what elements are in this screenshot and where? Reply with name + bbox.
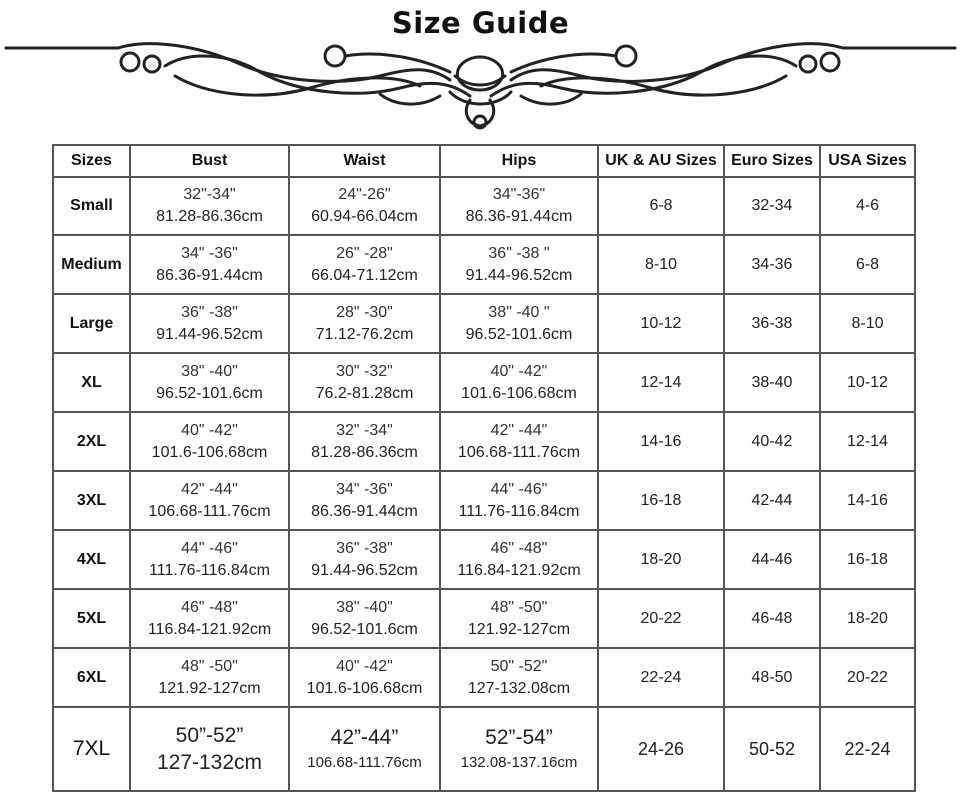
page-title: Size Guide: [391, 6, 570, 40]
waist-inches: 42”-44”: [330, 725, 399, 749]
waist-cm: 76.2-81.28cm: [315, 384, 414, 402]
size-cell: 5XL: [53, 589, 130, 648]
header-sizes: Sizes: [53, 145, 130, 177]
hips-inches: 42" -44": [490, 421, 548, 439]
waist-inches: 32" -34": [336, 421, 393, 439]
waist-cell: [289, 648, 440, 707]
hips-cell: [440, 471, 598, 530]
usa-cell: 8-10: [820, 294, 915, 353]
hips-cm: 96.52-101.6cm: [465, 325, 573, 343]
bust-cm: 121.92-127cm: [158, 679, 261, 697]
table-row: [53, 707, 915, 791]
bust-cell: [130, 412, 289, 471]
euro-cell: 34-36: [724, 235, 820, 294]
waist-cm: 96.52-101.6cm: [311, 620, 418, 638]
waist-cm: 86.36-91.44cm: [311, 502, 418, 520]
hips-cell: [440, 294, 598, 353]
waist-cm: 60.94-66.04cm: [311, 208, 418, 226]
hips-inches: 48" -50": [490, 598, 548, 616]
table-row: [53, 353, 915, 412]
hips-cell: [440, 177, 598, 235]
bust-inches: 44" -46": [181, 539, 238, 557]
hips-cm: 121.92-127cm: [467, 620, 571, 638]
hips-cm: 116.84-121.92cm: [457, 561, 581, 579]
usa-cell: 12-14: [820, 412, 915, 471]
header-usa: USA Sizes: [820, 145, 915, 177]
waist-cell: [289, 235, 440, 294]
euro-cell: 38-40: [724, 353, 820, 412]
size-cell: 3XL: [53, 471, 130, 530]
waist-cell: [289, 412, 440, 471]
header-euro: Euro Sizes: [724, 145, 820, 177]
table-row: [53, 530, 915, 589]
hips-inches: 50" -52": [490, 657, 548, 675]
hips-cell: [440, 412, 598, 471]
uk-au-cell: 14-16: [598, 412, 724, 471]
header-hips: Hips: [440, 145, 598, 177]
waist-cell: [289, 353, 440, 412]
bust-inches: 40" -42": [181, 421, 238, 439]
hips-cell: [440, 648, 598, 707]
uk-au-cell: 20-22: [598, 589, 724, 648]
bust-cm: 127-132cm: [156, 751, 263, 775]
hips-cell: [440, 235, 598, 294]
size-cell: Medium: [53, 235, 130, 294]
hips-cm: 91.44-96.52cm: [465, 266, 573, 284]
uk-au-cell: 16-18: [598, 471, 724, 530]
waist-cell: [289, 294, 440, 353]
waist-inches: 24"-26": [338, 186, 391, 204]
waist-cm: 66.04-71.12cm: [311, 266, 418, 284]
bust-cm: 81.28-86.36cm: [156, 208, 263, 226]
bust-cell: [130, 177, 289, 235]
bust-cell: [130, 294, 289, 353]
hips-inches: 38" -40 ": [488, 303, 550, 321]
waist-cm: 71.12-76.2cm: [315, 325, 414, 343]
table-row: [53, 471, 915, 530]
bust-inches: 48" -50": [181, 657, 238, 675]
hips-inches: 36" -38 ": [488, 244, 550, 262]
bust-inches: 34" -36": [181, 244, 238, 262]
header-uk-au: UK & AU Sizes: [598, 145, 724, 177]
bust-cell: [130, 471, 289, 530]
usa-cell: 16-18: [820, 530, 915, 589]
hips-cm: 106.68-111.76cm: [457, 443, 581, 461]
table-row: [53, 648, 915, 707]
usa-cell: 6-8: [820, 235, 915, 294]
waist-cell: [289, 471, 440, 530]
waist-inches: 36" -38": [336, 539, 393, 557]
table-row: [53, 294, 915, 353]
size-cell: 6XL: [53, 648, 130, 707]
waist-inches: 30" -32": [336, 362, 393, 380]
hips-cm: 132.08-137.16cm: [460, 753, 578, 771]
bust-inches: 38" -40": [181, 362, 238, 380]
size-cell: 2XL: [53, 412, 130, 471]
usa-cell: 14-16: [820, 471, 915, 530]
bust-cm: 111.76-116.84cm: [149, 561, 270, 579]
header-bust: Bust: [130, 145, 289, 177]
euro-cell: 42-44: [724, 471, 820, 530]
size-table: [52, 144, 916, 792]
size-cell: Large: [53, 294, 130, 353]
bust-cell: [130, 235, 289, 294]
euro-cell: 44-46: [724, 530, 820, 589]
hips-inches: 46" -48": [490, 539, 548, 557]
uk-au-cell: 24-26: [598, 707, 724, 791]
bust-cell: [130, 589, 289, 648]
bust-cell: [130, 648, 289, 707]
size-cell: 7XL: [53, 707, 130, 791]
uk-au-cell: 12-14: [598, 353, 724, 412]
waist-cm: 81.28-86.36cm: [311, 443, 418, 461]
waist-cell: [289, 589, 440, 648]
uk-au-cell: 6-8: [598, 177, 724, 235]
hips-cell: [440, 707, 598, 791]
usa-cell: 18-20: [820, 589, 915, 648]
decorative-flourish: [0, 36, 961, 132]
hips-inches: 44" -46": [490, 480, 548, 498]
bust-inches: 36" -38": [181, 303, 238, 321]
uk-au-cell: 10-12: [598, 294, 724, 353]
bust-cm: 116.84-121.92cm: [147, 620, 272, 638]
usa-cell: 20-22: [820, 648, 915, 707]
waist-cm: 101.6-106.68cm: [306, 679, 423, 697]
hips-inches: 52”-54”: [485, 725, 553, 749]
euro-cell: 50-52: [724, 707, 820, 791]
table-row: [53, 412, 915, 471]
header-row: [53, 145, 915, 177]
waist-inches: 34" -36": [336, 480, 393, 498]
bust-cm: 96.52-101.6cm: [156, 384, 263, 402]
bust-cm: 91.44-96.52cm: [156, 325, 263, 343]
bust-cell: [130, 353, 289, 412]
usa-cell: 22-24: [820, 707, 915, 791]
bust-inches: 50”-52”: [175, 724, 244, 748]
uk-au-cell: 8-10: [598, 235, 724, 294]
waist-inches: 26" -28": [336, 244, 393, 262]
waist-inches: 40" -42": [336, 657, 393, 675]
waist-cell: [289, 707, 440, 791]
bust-inches: 42" -44": [181, 480, 238, 498]
bust-cell: [130, 707, 289, 791]
size-cell: 4XL: [53, 530, 130, 589]
waist-cm: 106.68-111.76cm: [307, 753, 422, 771]
bust-inches: 32"-34": [183, 186, 236, 204]
euro-cell: 32-34: [724, 177, 820, 235]
hips-inches: 40" -42": [490, 362, 548, 380]
bust-cm: 101.6-106.68cm: [151, 443, 268, 461]
hips-cm: 111.76-116.84cm: [458, 502, 580, 520]
hips-cm: 101.6-106.68cm: [461, 384, 577, 402]
euro-cell: 40-42: [724, 412, 820, 471]
bust-cm: 106.68-111.76cm: [148, 502, 271, 520]
hips-inches: 34"-36": [492, 186, 546, 204]
table-row: [53, 177, 915, 235]
size-cell: Small: [53, 177, 130, 235]
waist-inches: 28" -30": [336, 303, 393, 321]
euro-cell: 46-48: [724, 589, 820, 648]
size-cell: XL: [53, 353, 130, 412]
hips-cell: [440, 589, 598, 648]
waist-cell: [289, 177, 440, 235]
hips-cm: 86.36-91.44cm: [465, 208, 573, 226]
bust-cm: 86.36-91.44cm: [156, 266, 263, 284]
euro-cell: 48-50: [724, 648, 820, 707]
usa-cell: 4-6: [820, 177, 915, 235]
uk-au-cell: 22-24: [598, 648, 724, 707]
bust-cell: [130, 530, 289, 589]
hips-cell: [440, 353, 598, 412]
waist-cell: [289, 530, 440, 589]
header-waist: Waist: [289, 145, 440, 177]
table-row: [53, 235, 915, 294]
hips-cm: 127-132.08cm: [467, 679, 571, 697]
euro-cell: 36-38: [724, 294, 820, 353]
uk-au-cell: 18-20: [598, 530, 724, 589]
bust-inches: 46" -48": [181, 598, 238, 616]
table-row: [53, 589, 915, 648]
waist-cm: 91.44-96.52cm: [311, 561, 418, 579]
waist-inches: 38" -40": [336, 598, 393, 616]
hips-cell: [440, 530, 598, 589]
usa-cell: 10-12: [820, 353, 915, 412]
